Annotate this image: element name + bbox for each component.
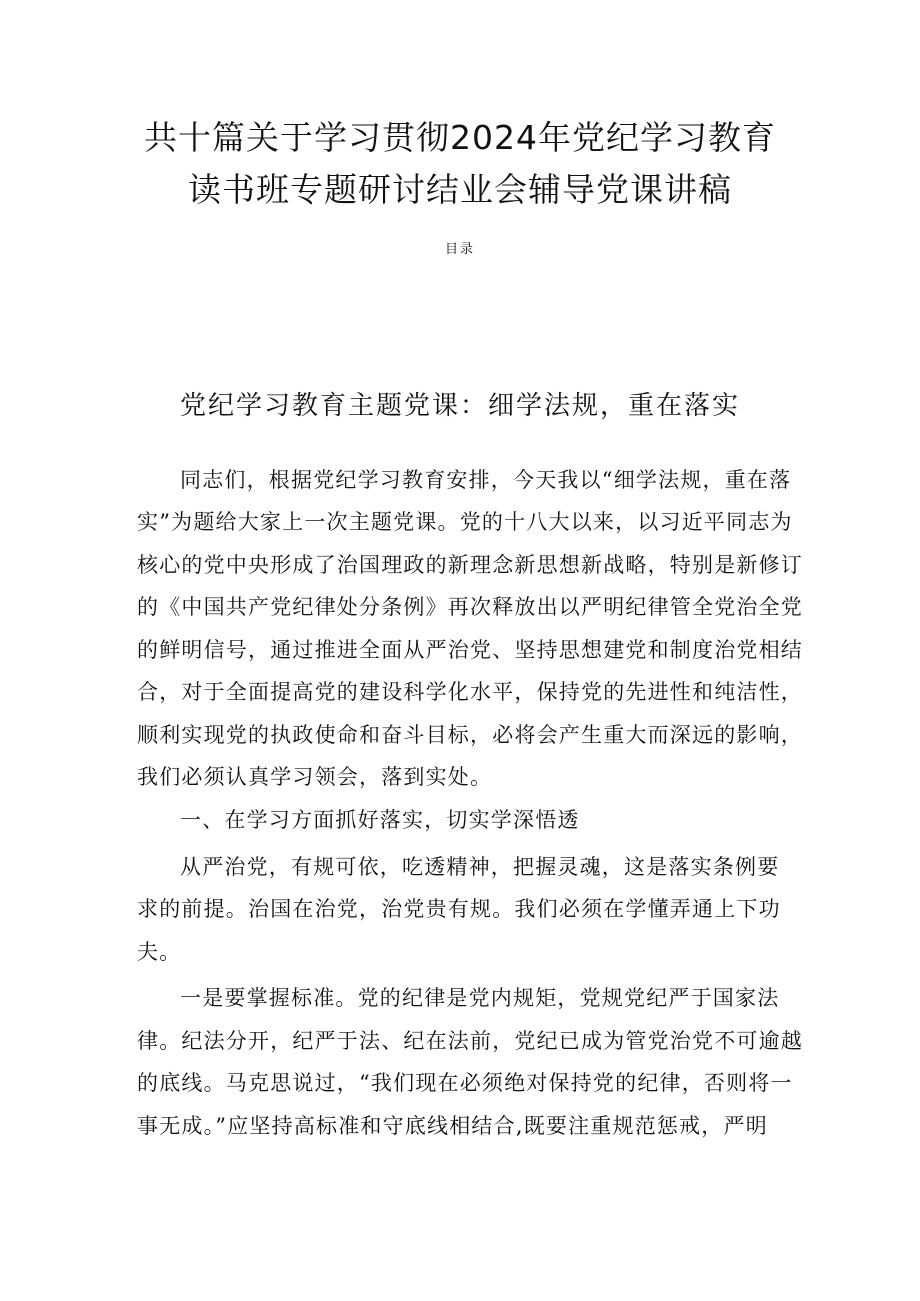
body-line-4: 的《中国共产党纪律处分条例》再次释放出以严明纪律管全党治全党 (137, 595, 803, 619)
body-line-1: 同志们，根据党纪学习教育安排，今天我以“细学法规，重在落 (180, 468, 792, 492)
body-line-11: 夫。 (137, 940, 182, 964)
body-line-7: 顺利实现党的执政使命和奋斗目标，必将会产生重大而深远的影响， (137, 723, 803, 747)
body-line-2: 实”为题给大家上一次主题党课。党的十八大以来，以习近平同志为 (137, 510, 793, 534)
body-line-8: 我们必须认真学习领会，落到实处。 (137, 765, 493, 789)
table-of-contents-label: 目录 (444, 242, 475, 257)
body-line-12: 一是要掌握标准。党的纪律是党内规矩，党规党纪严于国家法 (180, 986, 780, 1010)
body-line-6: 合，对于全面提高党的建设科学化水平，保持党的先进性和纯洁性， (137, 680, 803, 704)
section-title: 党纪学习教育主题党课：细学法规，重在落实 (179, 391, 740, 421)
body-line-15: 事无成。”应坚持高标准和守底线相结合,既要注重规范惩戒，严明 (137, 1114, 768, 1138)
document-title-line-1: 共十篇关于学习贯彻2024年党纪学习教育 (144, 118, 776, 157)
body-line-3: 核心的党中央形成了治国理政的新理念新思想新战略，特别是新修订 (137, 553, 803, 577)
document-title-line-2: 读书班专题研讨结业会辅导党课讲稿 (188, 170, 732, 209)
body-line-5: 的鲜明信号，通过推进全面从严治党、坚持思想建党和制度治党相结 (137, 638, 803, 662)
body-line-13: 律。纪法分开，纪严于法、纪在法前，党纪已成为管党治党不可逾越 (137, 1029, 803, 1053)
body-line-10: 求的前提。治国在治党，治党贵有规。我们必须在学懂弄通上下功 (137, 897, 781, 921)
body-line-9: 从严治党，有规可依，吃透精神，把握灵魂，这是落实条例要 (180, 855, 780, 879)
body-line-14: 的底线。马克思说过，“我们现在必须绝对保持党的纪律，否则将一 (137, 1071, 793, 1095)
section-heading-1: 一、在学习方面抓好落实，切实学深悟透 (180, 808, 580, 832)
